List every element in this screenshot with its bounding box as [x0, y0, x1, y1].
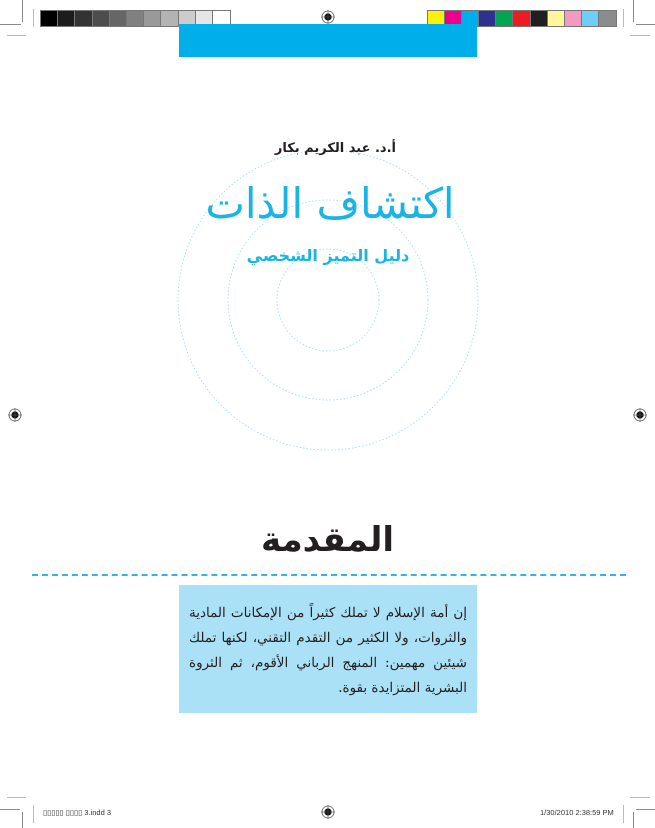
color-swatch	[599, 11, 616, 26]
section-heading: المقدمة	[261, 520, 394, 560]
color-swatch	[41, 11, 58, 26]
color-swatch	[548, 11, 565, 26]
color-swatch	[127, 11, 144, 26]
crop-mark	[22, 812, 23, 828]
intro-text-box	[179, 585, 477, 713]
file-info: ▯▯▯▯▯ ▯▯▯▯ 3.indd 3	[43, 808, 112, 817]
crop-mark	[630, 797, 650, 798]
color-swatch	[144, 11, 161, 26]
registration-target-icon	[8, 408, 22, 422]
book-subtitle: دليل التميز الشخصي	[246, 246, 410, 265]
registration-target-icon	[633, 408, 647, 422]
color-swatch	[58, 11, 75, 26]
color-swatch	[531, 11, 548, 26]
crop-mark	[630, 35, 650, 36]
crop-mark	[633, 0, 634, 22]
crop-mark	[636, 24, 655, 25]
color-swatch	[161, 11, 178, 26]
book-title: اكتشاف الذات	[205, 179, 455, 228]
crop-mark	[22, 0, 23, 22]
crop-mark	[623, 805, 624, 823]
registration-target-icon	[321, 805, 335, 819]
dashed-divider	[32, 574, 626, 576]
color-swatch	[513, 11, 530, 26]
color-swatch	[565, 11, 582, 26]
crop-mark	[0, 24, 21, 25]
color-swatch	[479, 11, 496, 26]
crop-mark	[623, 9, 624, 27]
color-swatch	[110, 11, 127, 26]
crop-mark	[0, 809, 20, 810]
print-timestamp: 1/30/2010 2:38:59 PM	[540, 808, 614, 817]
color-swatch	[75, 11, 92, 26]
registration-target-icon	[321, 10, 335, 24]
header-color-bar	[179, 24, 477, 57]
crop-mark	[33, 9, 34, 27]
crop-mark	[636, 809, 655, 810]
intro-paragraph: إن أمة الإسلام لا تملك كثيراً من الإمكانات المادية والثروات، ولا الكثير من التقدم التقني، لكنها تملك شيئين مهمين: المنهج الرباني الأقوم، ثم الثروة البشرية المتزايدة بقوة.	[189, 605, 467, 696]
crop-mark	[33, 805, 34, 823]
crop-mark	[7, 35, 26, 36]
color-swatch	[496, 11, 513, 26]
author-name: أ.د. عبد الكريم بكار	[274, 141, 396, 156]
color-swatch	[582, 11, 599, 26]
crop-mark	[633, 812, 634, 828]
crop-mark	[7, 797, 26, 798]
color-swatch	[93, 11, 110, 26]
